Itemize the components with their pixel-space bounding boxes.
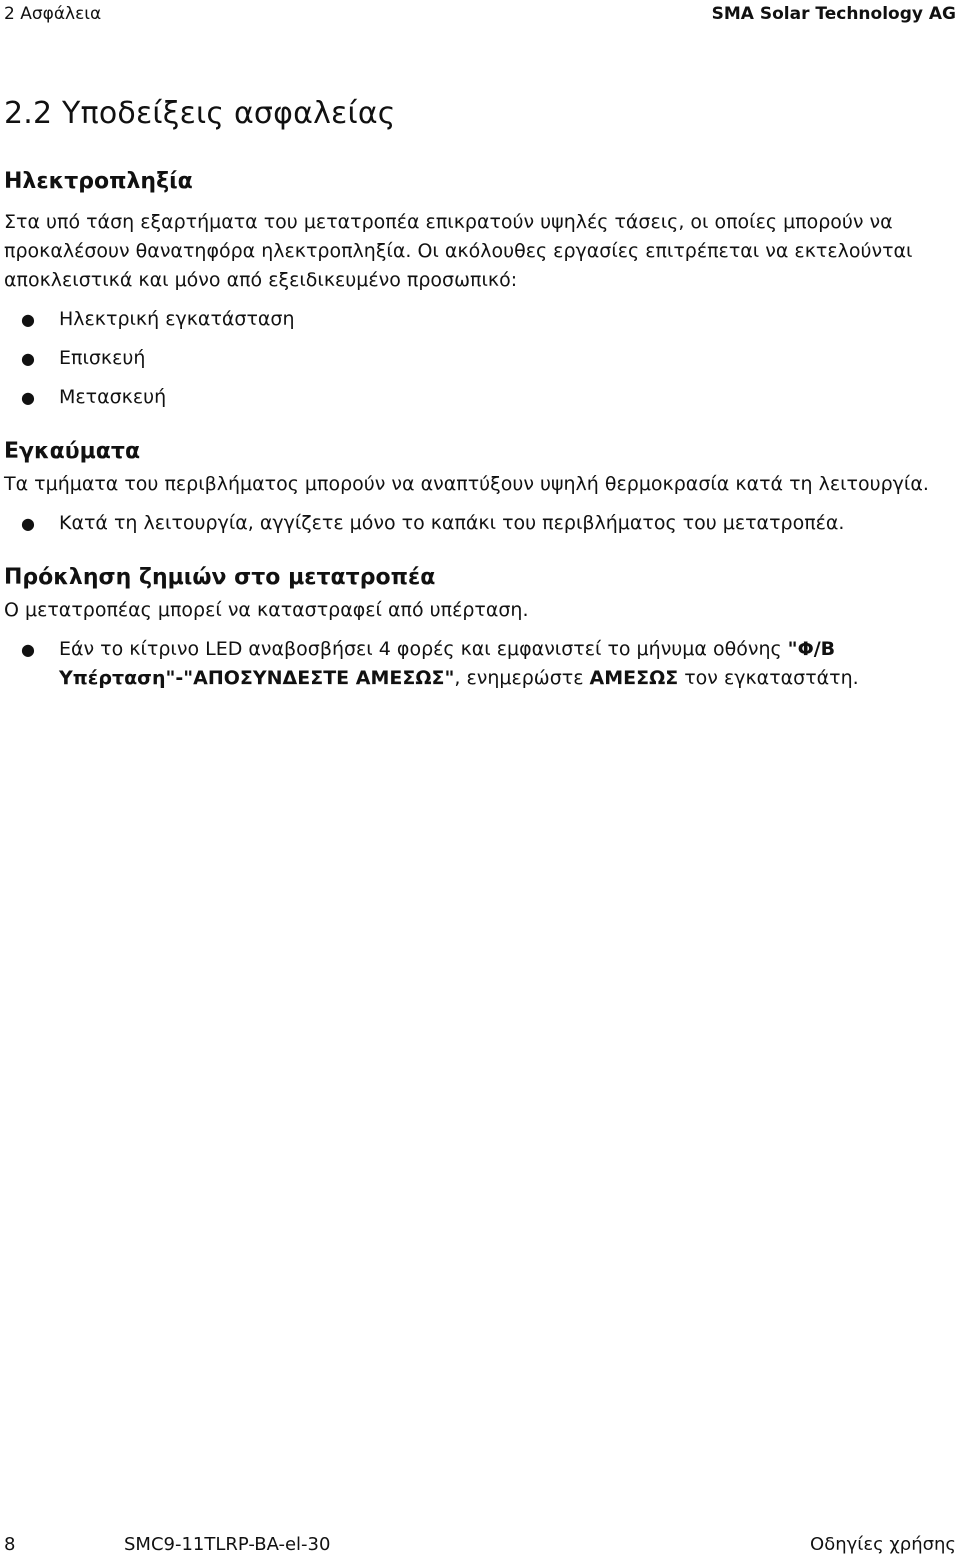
safety-content bbox=[4, 166, 954, 693]
electric-shock-text: Στα υπό τάση εξαρτήματα του μετατροπέα επικρατούν υψηλές τάσεις, οι οποίες μπορούν να προκαλέσουν θανατηφόρα ηλεκτροπληξία. Οι ακόλουθες εργασίες επιτρέπεται να εκτελούνται αποκλειστικά και μόνο από εξειδικευμένο προσωπικό: bbox=[4, 211, 913, 291]
page-footer bbox=[4, 1532, 956, 1560]
list-item bbox=[4, 509, 954, 538]
electric-shock-list bbox=[4, 305, 954, 412]
burns-text: Τα τμήματα του περιβλήματος μπορούν να αναπτύξουν υψηλή θερμοκρασία κατά τη λειτουργία. bbox=[4, 473, 929, 495]
page-header bbox=[4, 3, 956, 27]
document-type: Οδηγίες χρήσης bbox=[810, 1534, 956, 1555]
company-name: SMA Solar Technology AG bbox=[711, 4, 956, 24]
list-item-text: Ηλεκτρική εγκατάσταση bbox=[59, 308, 295, 330]
list-item bbox=[4, 635, 954, 693]
list-item bbox=[4, 344, 954, 373]
chapter-label: 2 Ασφάλεια bbox=[4, 4, 102, 24]
list-item bbox=[4, 305, 954, 334]
list-item-text: Επισκευή bbox=[59, 347, 146, 369]
electric-shock-heading: Ηλεκτροπληξία bbox=[4, 169, 193, 194]
bullet-icon: ● bbox=[21, 310, 35, 329]
damage-text: Ο μετατροπέας μπορεί να καταστραφεί από υπέρταση. bbox=[4, 599, 529, 621]
bullet-icon: ● bbox=[21, 640, 35, 659]
damage-heading: Πρόκληση ζημιών στο μετατροπέα bbox=[4, 565, 436, 590]
bullet-icon: ● bbox=[21, 514, 35, 533]
burns-list bbox=[4, 509, 954, 538]
emphasis-text: ΑΜΕΣΩΣ bbox=[589, 667, 679, 689]
damage-list bbox=[4, 635, 954, 693]
list-item bbox=[4, 383, 954, 412]
list-item-text-part2: , ενημερώστε bbox=[454, 667, 590, 689]
display-message: "Φ/Β Υπέρταση"-"ΑΠΟΣΥΝΔΕΣΤΕ ΑΜΕΣΩΣ" bbox=[59, 638, 836, 689]
page-number: 8 bbox=[4, 1534, 16, 1555]
document-id: SMC9-11TLRP-BA-el-30 bbox=[124, 1534, 331, 1555]
burns-heading: Εγκαύματα bbox=[4, 439, 141, 464]
bullet-icon: ● bbox=[21, 349, 35, 368]
section-title: 2.2 Υποδείξεις ασφαλείας bbox=[4, 96, 396, 131]
bullet-icon: ● bbox=[21, 388, 35, 407]
list-item-text-part1: Εάν το κίτρινο LED αναβοσβήσει 4 φορές και εμφανιστεί το μήνυμα οθόνης bbox=[59, 638, 788, 660]
list-item-text: Μετασκευή bbox=[59, 386, 167, 408]
list-item-text: Κατά τη λειτουργία, αγγίζετε μόνο το καπάκι του περιβλήματος του μετατροπέα. bbox=[59, 512, 845, 534]
list-item-text-part3: τον εγκαταστάτη. bbox=[678, 667, 859, 689]
